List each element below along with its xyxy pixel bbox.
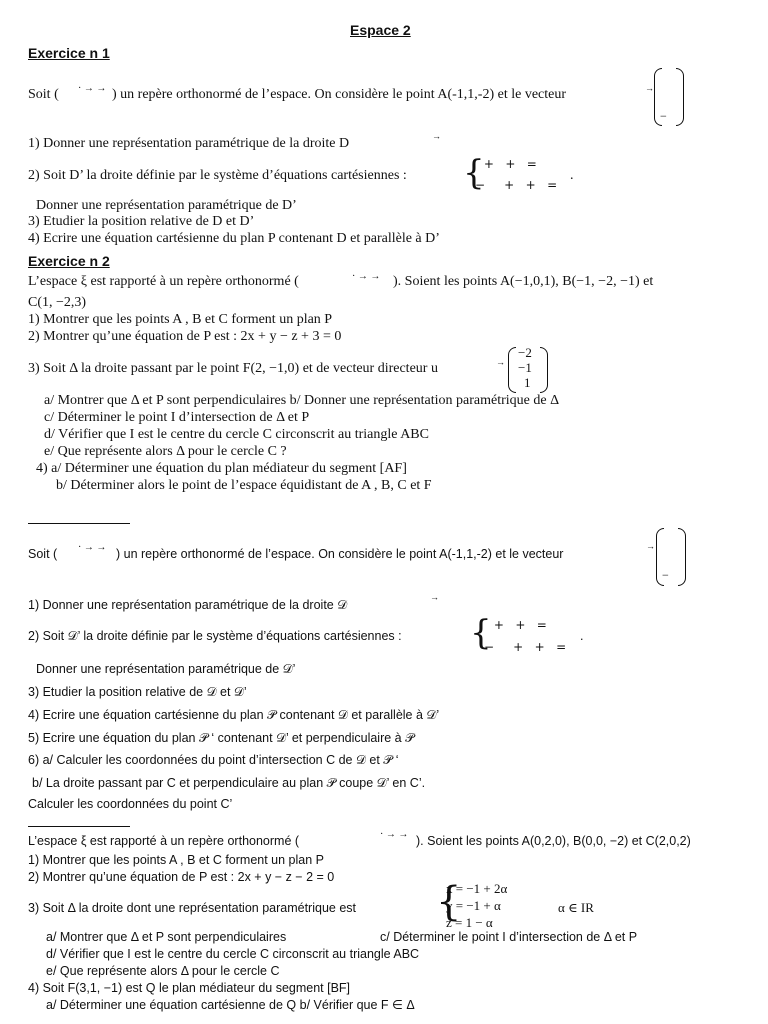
ex1-q4: 4) Ecrire une équation cartésienne du plan P contenant D et parallèle à D’ (28, 231, 440, 246)
ex3-intro-start: Soit ( (28, 547, 58, 561)
ex3-q5: 5) Ecrire une équation du plan 𝒫 ‘ contenant 𝒟’ et perpendiculaire à 𝒫 (28, 731, 415, 745)
system-brace: { (463, 153, 485, 193)
ex1-q2: 2) Soit D’ la droite définie par le système d’équations cartésiennes : (28, 168, 407, 183)
ex4-qd: d/ Vérifier que I est le centre du cercle C circonscrit au triangle ABC (46, 947, 420, 961)
ex3-q3: 3) Etudier la position relative de 𝒟 et 𝒟’ (28, 685, 247, 699)
vector-right-paren (540, 347, 548, 393)
ex1-q2-end: . (570, 168, 574, 183)
ex1-heading: Exercice n 1 (28, 45, 110, 61)
vector-arrow-icon: → (430, 592, 439, 602)
system-line-1: + + = (480, 157, 537, 171)
system-line-2: − + + = (475, 178, 558, 192)
vector-minus-sign: − (662, 568, 669, 582)
vector-arrows-icon: · → → (352, 271, 381, 282)
system-line-2: − + + = (484, 640, 567, 654)
ex4-q3: 3) Soit Δ la droite dont une représentation paramétrique est (28, 901, 356, 915)
ex1-q1: 1) Donner une représentation paramétrique de la droite D (28, 136, 350, 151)
ex3-q6b: b/ La droite passant par C et perpendiculaire au plan 𝒫 coupe 𝒟’ en C’. (32, 776, 426, 790)
vector-minus-sign: − (660, 109, 667, 123)
ex1-intro-end: ) un repère orthonormé de l’espace. On considère le point A(-1,1,-2) et le vecteur (112, 87, 567, 102)
ex3-q4: 4) Ecrire une équation cartésienne du plan 𝒫 contenant 𝒟 et parallèle à 𝒟’ (28, 708, 440, 722)
ex3-q6a: 6) a/ Calculer les coordonnées du point d’intersection C de 𝒟 et 𝒫 ‘ (28, 753, 399, 767)
ex2-q4a: 4) a/ Déterminer une équation du plan médiateur du segment [AF] (36, 461, 407, 476)
ex2-qe: e/ Que représente alors Δ pour le cercle C ? (44, 444, 287, 459)
vector-left-paren (508, 347, 516, 393)
system-brace: { (436, 879, 462, 925)
ex4-q4: 4) Soit F(3,1, −1) est Q le plan médiateur du segment [BF] (28, 981, 351, 995)
ex3-q2: 2) Soit 𝒟’ la droite définie par le système d’équations cartésiennes : (28, 629, 402, 643)
ex3-q2-end: . (580, 629, 584, 643)
ex2-qd: d/ Vérifier que I est le centre du cercle C circonscrit au triangle ABC (44, 427, 429, 442)
ex2-line2: C(1, −2,3) (28, 295, 87, 310)
page-title: Espace 2 (350, 22, 411, 38)
vector-arrow-icon: → (496, 357, 505, 367)
param-domain: α ∈ IR (558, 900, 594, 915)
ex3-q1: 1) Donner une représentation paramétrique de la droite 𝒟 (28, 598, 348, 612)
vector-arrows-icon: · → → (78, 83, 107, 94)
system-brace: { (470, 613, 492, 653)
ex4-q1: 1) Montrer que les points A , B et C forment un plan P (28, 853, 324, 867)
ex1-q2b: Donner une représentation paramétrique de D’ (36, 198, 297, 213)
vector-arrows-icon: · → → (380, 829, 409, 840)
vector-arrow-icon: → (645, 83, 654, 93)
ex2-q3: 3) Soit Δ la droite passant par le point F(2, −1,0) et de vecteur directeur u (28, 361, 438, 376)
ex4-line1-end: ). Soient les points A(0,2,0), B(0,0, −2) et C(2,0,2) (416, 834, 691, 848)
vector-right-paren (676, 68, 684, 126)
param-line-x: x = −1 + 2α (446, 881, 508, 896)
vector-component-1: −2 (518, 345, 532, 360)
ex2-qa: a/ Montrer que Δ et P sont perpendiculaires b/ Donner une représentation paramétrique de Δ (44, 393, 560, 408)
ex2-qc: c/ Déterminer le point I d’intersection de Δ et P (44, 410, 310, 425)
vector-arrows-icon: · → → (78, 542, 107, 553)
ex4-q4a: a/ Déterminer une équation cartésienne de Q b/ Vérifier que F ∈ Δ (46, 998, 415, 1012)
ex2-q2: 2) Montrer qu’une équation de P est : 2x + y − z + 3 = 0 (28, 329, 342, 344)
vector-arrow-icon: → (432, 131, 441, 141)
ex4-line1-start: L’espace ξ est rapporté à un repère orthonormé ( (28, 834, 300, 848)
system-line-1: + + = (490, 618, 547, 632)
ex2-line1-start: L’espace ξ est rapporté à un repère orthonormé ( (28, 274, 299, 289)
ex2-q1: 1) Montrer que les points A , B et C forment un plan P (28, 312, 333, 327)
ex2-q4b: b/ Déterminer alors le point de l’espace équidistant de A , B, C et F (56, 478, 432, 493)
vector-right-paren (678, 528, 686, 586)
ex1-q3: 3) Etudier la position relative de D et D’ (28, 214, 255, 229)
ex3-q2b: Donner une représentation paramétrique de 𝒟’ (36, 662, 296, 676)
ex4-qe: e/ Que représente alors Δ pour le cercle C (46, 964, 280, 978)
ex4-q2: 2) Montrer qu’une équation de P est : 2x + y − z − 2 = 0 (28, 870, 335, 884)
ex3-q6c: Calculer les coordonnées du point C’ (28, 797, 233, 811)
ex3-intro-end: ) un repère orthonormé de l’espace. On considère le point A(-1,1,-2) et le vecteur (116, 547, 564, 561)
ex2-line1-end: ). Soient les points A(−1,0,1), B(−1, −2, −1) et (393, 274, 654, 289)
ex2-heading: Exercice n 2 (28, 253, 110, 269)
param-line-z: z = 1 − α (446, 915, 493, 930)
ex4-qa: a/ Montrer que Δ et P sont perpendiculaires (46, 930, 287, 944)
param-line-y: y = −1 + α (446, 898, 501, 913)
vector-arrow-icon: → (646, 541, 655, 551)
section-divider (28, 523, 130, 524)
vector-component-2: −1 (518, 360, 532, 375)
section-divider (28, 826, 130, 827)
ex4-qc: c/ Déterminer le point I d’intersection de Δ et P (380, 930, 638, 944)
ex1-intro-start: Soit ( (28, 87, 59, 102)
vector-component-3: 1 (524, 375, 531, 390)
